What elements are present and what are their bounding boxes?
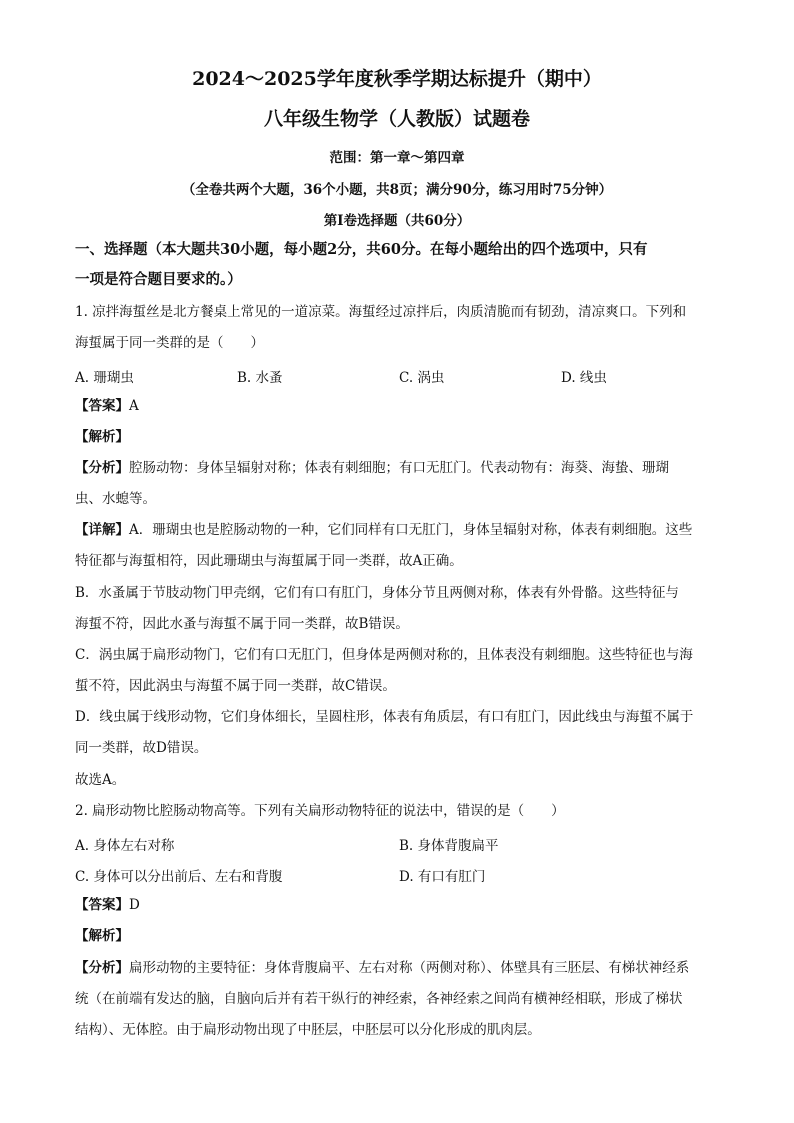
fenxi-text: 扁形动物的主要特征：身体背腹扁平、左右对称（两侧对称）、体壁具有三胚层、有梯状神经系 [129,960,690,976]
q1-option-b: B. 水蚤 [237,370,283,386]
q2-fenxi-line1 [75,959,725,977]
q2-fenxi-line2: 统（在前端有发达的脑，自脑向后并有若干纵行的神经索，各神经索之间尚有横神经相联，形成了梯状 [75,991,683,1007]
q1-detail-a-line2: 特征都与海蜇相符，因此珊瑚虫与海蜇属于同一类群，故A正确。 [75,553,463,569]
q1-conclusion: 故选A。 [75,772,126,788]
q1-detail-c-line2: 蜇不符，因此涡虫与海蜇不属于同一类群，故C错误。 [75,678,396,694]
analysis-tag: 【解析】 [75,928,129,944]
q2-option-b: B. 身体背腹扁平 [399,838,499,854]
q2-option-d: D. 有口有肛门 [399,869,486,885]
q1-fenxi-line1 [75,459,725,477]
q2-option-a: A. 身体左右对称 [75,838,175,854]
q1-detail-c-line1: C．涡虫属于扁形动物门，它们有口无肛门，但身体是两侧对称的，且体表没有刺细胞。这些特征也与海 [75,647,693,663]
q1-fenxi-line2: 虫、水螅等。 [75,491,156,507]
answer-tag: 【答案】 [75,897,129,913]
exam-title: 2024～2025学年度秋季学期达标提升（期中） [192,68,602,90]
detail-tag: 【详解】 [75,522,129,538]
q1-option-c: C. 涡虫 [399,370,445,386]
q2-stem: 2. 扁形动物比腔肠动物高等。下列有关扁形动物特征的说法中，错误的是（ ） [75,803,565,819]
q1-detail-b-line2: 海蜇不符，因此水蚤与海蜇不属于同一类群，故B错误。 [75,616,409,632]
q1-option-a: A. 珊瑚虫 [75,370,134,386]
fenxi-tag: 【分析】 [75,960,129,976]
exam-subtitle: 八年级生物学（人教版）试题卷 [263,108,530,130]
detail-a-text: A．珊瑚虫也是腔肠动物的一种，它们同样有口无肛门，身体呈辐射对称，体表有刺细胞。这些 [129,522,693,538]
q1-detail-d-line1: D．线虫属于线形动物，它们身体细长，呈圆柱形，体表有角质层，有口有肛门，因此线虫与海蜇不属于 [75,709,694,725]
answer-value: D [129,897,140,913]
answer-tag: 【答案】 [75,398,129,414]
answer-value: A [129,398,139,414]
q1-detail-a-line1 [75,521,725,539]
q2-fenxi-line3: 结构）、无体腔。由于扁形动物出现了中胚层，中胚层可以分化形成的肌肉层。 [75,1022,541,1038]
q1-answer [75,397,725,415]
q1-analysis [75,428,725,446]
q2-analysis [75,927,725,945]
exam-scope: 范围：第一章～第四章 [329,150,465,166]
fenxi-tag: 【分析】 [75,460,129,476]
q1-detail-b-line1: B．水蚤属于节肢动物门甲壳纲，它们有口有肛门，身体分节且两侧对称，体表有外骨骼。这些特征与 [75,585,679,601]
q2-option-c: C. 身体可以分出前后、左右和背腹 [75,869,283,885]
q1-stem-line2: 海蜇属于同一类群的是（ ） [75,335,264,351]
exam-info: （全卷共两个大题，36个小题，共8页；满分90分，练习用时75分钟） [181,182,613,198]
q1-option-d: D. 线虫 [561,370,607,386]
analysis-tag: 【解析】 [75,429,129,445]
section-title: 第Ⅰ卷选择题（共60分） [323,213,471,229]
q1-detail-d-line2: 同一类群，故D错误。 [75,740,208,756]
q2-answer [75,896,725,914]
q1-stem-line1: 1. 凉拌海蜇丝是北方餐桌上常见的一道凉菜。海蜇经过凉拌后，肉质清脆而有韧劲，清凉爽口。下列和 [75,304,687,320]
part1-heading-line1: 一、选择题（本大题共30小题，每小题2分，共60分。在每小题给出的四个选项中，只有 [75,241,648,258]
fenxi-text: 腔肠动物：身体呈辐射对称；体表有刺细胞；有口无肛门。代表动物有：海葵、海蛰、珊瑚 [129,460,669,476]
part1-heading-line2: 一项是符合题目要求的。） [75,271,242,288]
